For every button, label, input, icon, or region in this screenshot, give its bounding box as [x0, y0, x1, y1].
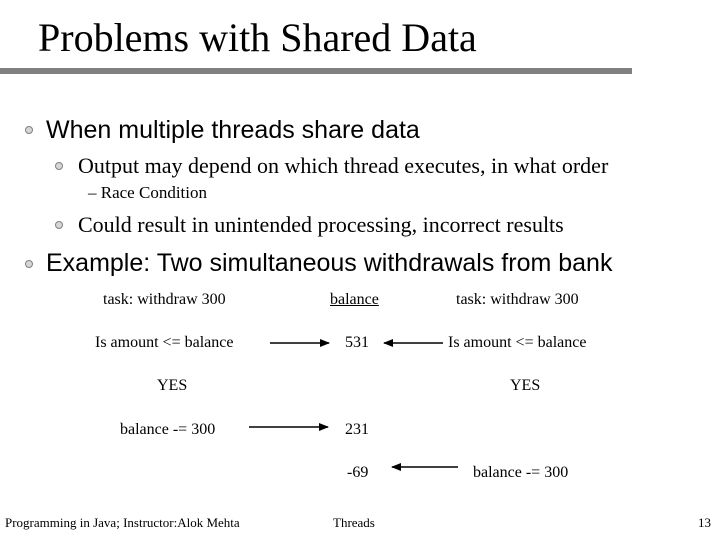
footer-course: Programming in Java; Instructor:Alok Mehta: [5, 515, 240, 530]
bullet-level3-race-condition: – Race Condition: [88, 183, 207, 202]
bullet-level2-output-order: Output may depend on which thread executes, in what order: [78, 153, 609, 178]
right-subtract: balance -= 300: [473, 464, 569, 481]
right-task-header: task: withdraw 300: [456, 291, 579, 308]
left-yes: YES: [157, 377, 188, 394]
footer-page-number: 13: [698, 515, 711, 530]
balance-value-531: 531: [345, 334, 369, 351]
left-subtract: balance -= 300: [120, 421, 216, 438]
bullet-level2-unintended-results: Could result in unintended processing, incorrect results: [78, 212, 564, 237]
balance-value-negative-69: -69: [347, 464, 369, 481]
bullet-level1-example: Example: Two simultaneous withdrawals from bank: [46, 249, 613, 277]
balance-value-231: 231: [345, 421, 369, 438]
left-balance-check: Is amount <= balance: [95, 334, 234, 351]
right-yes: YES: [510, 377, 541, 394]
footer-topic: Threads: [333, 515, 375, 530]
right-balance-check: Is amount <= balance: [448, 334, 587, 351]
bullet-level1-threads-share-data: When multiple threads share data: [46, 116, 420, 144]
balance-header: balance: [330, 291, 379, 308]
left-task-header: task: withdraw 300: [103, 291, 226, 308]
slide-title: Problems with Shared Data: [38, 15, 477, 60]
